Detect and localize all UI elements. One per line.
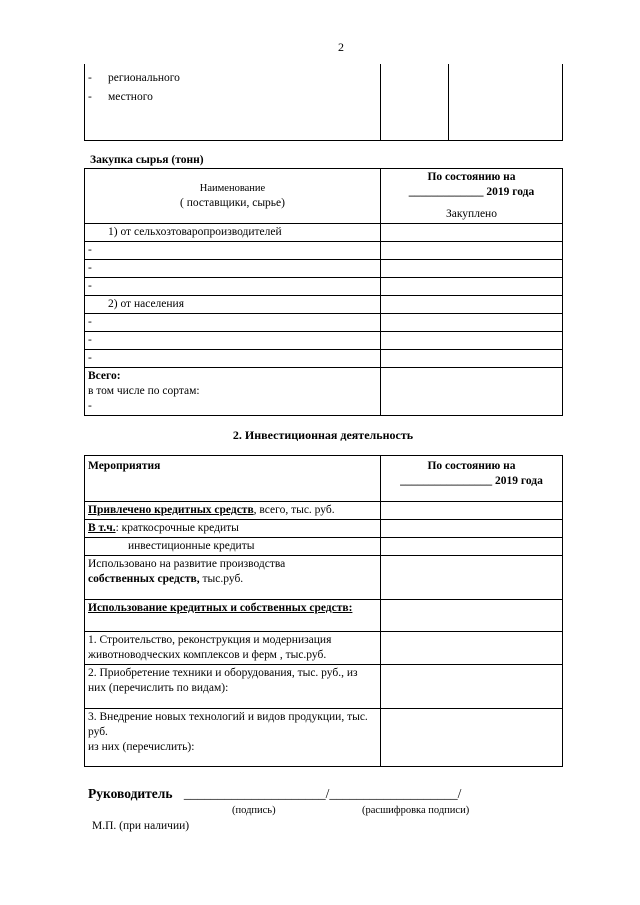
table-cell bbox=[381, 278, 563, 296]
table-cell bbox=[381, 224, 563, 242]
table-cell bbox=[381, 502, 563, 520]
table-cell bbox=[381, 632, 563, 665]
table-cell bbox=[381, 332, 563, 350]
purchase-row: - bbox=[85, 278, 381, 296]
caption-sign: (подпись) bbox=[232, 805, 276, 816]
signature-field: _____________________ bbox=[183, 786, 326, 801]
table-cell bbox=[381, 260, 563, 278]
purchase-group-row: 2) от населения bbox=[85, 296, 381, 314]
invest-header-state: По состоянию на ________________ 2019 года bbox=[381, 456, 563, 502]
top-list-cell bbox=[449, 64, 563, 140]
caption-decode: (расшифровка подписи) bbox=[362, 805, 470, 816]
table-cell bbox=[381, 538, 563, 556]
signature-head: Руководитель bbox=[88, 786, 173, 801]
table-cell bbox=[381, 350, 563, 368]
signature-slash: / bbox=[457, 786, 462, 801]
table-cell bbox=[381, 600, 563, 632]
purchase-row: - bbox=[85, 314, 381, 332]
purchase-total-row: Всего: в том числе по сортам: - bbox=[85, 368, 381, 416]
invest-row-3: 3. Внедрение новых технологий и видов продукции, тыс. руб. из них (перечислить): bbox=[85, 709, 381, 767]
invest-row-incl: В т.ч.: краткосрочные кредиты bbox=[85, 520, 381, 538]
invest-table bbox=[84, 455, 563, 767]
invest-row-usage: Использование кредитных и собственных средств: bbox=[85, 600, 381, 632]
invest-header-events: Мероприятия bbox=[85, 456, 381, 502]
top-list-cell bbox=[381, 64, 449, 140]
invest-title: 2. Инвестиционная деятельность bbox=[232, 428, 414, 442]
stamp-note: М.П. (при наличии) bbox=[92, 820, 190, 832]
table-cell bbox=[381, 556, 563, 600]
table-cell bbox=[381, 242, 563, 260]
invest-row-1: 1. Строительство, реконструкция и модернизация животноводческих комплексов и ферм , тыс.руб. bbox=[85, 632, 381, 665]
purchase-title: Закупка сырья (тонн) bbox=[90, 154, 204, 166]
signature-line bbox=[88, 786, 461, 802]
purchase-header-name: Наименование ( поставщики, сырье) bbox=[85, 169, 381, 224]
purchase-header-state: По состоянию на _____________ 2019 года Закуплено bbox=[381, 169, 563, 224]
table-cell bbox=[381, 520, 563, 538]
purchase-row: - bbox=[85, 350, 381, 368]
page-number: 2 bbox=[338, 40, 344, 54]
purchase-row: - bbox=[85, 242, 381, 260]
signature-slash: / bbox=[325, 786, 330, 801]
top-list-item: - регионального bbox=[88, 72, 180, 84]
invest-row-credits: инвестиционные кредиты bbox=[85, 538, 381, 556]
decode-field: ___________________ bbox=[329, 786, 458, 801]
invest-row-own: Использовано на развитие производства собственных средств, тыс.руб. bbox=[85, 556, 381, 600]
purchase-table bbox=[84, 168, 563, 416]
invest-row-2: 2. Приобретение техники и оборудования, тыс. руб., из них (перечислить по видам): bbox=[85, 665, 381, 709]
table-cell bbox=[381, 296, 563, 314]
purchase-group-row: 1) от сельхозтоваропроизводителей bbox=[85, 224, 381, 242]
invest-row-attracted: Привлечено кредитных средств, всего, тыс. руб. bbox=[85, 502, 381, 520]
table-cell bbox=[381, 314, 563, 332]
top-list-item: - местного bbox=[88, 91, 153, 103]
purchase-row: - bbox=[85, 260, 381, 278]
table-cell bbox=[381, 665, 563, 709]
top-list-table bbox=[84, 64, 563, 141]
purchase-row: - bbox=[85, 332, 381, 350]
table-cell bbox=[381, 709, 563, 767]
top-list-cell bbox=[85, 64, 381, 140]
table-cell bbox=[381, 368, 563, 416]
